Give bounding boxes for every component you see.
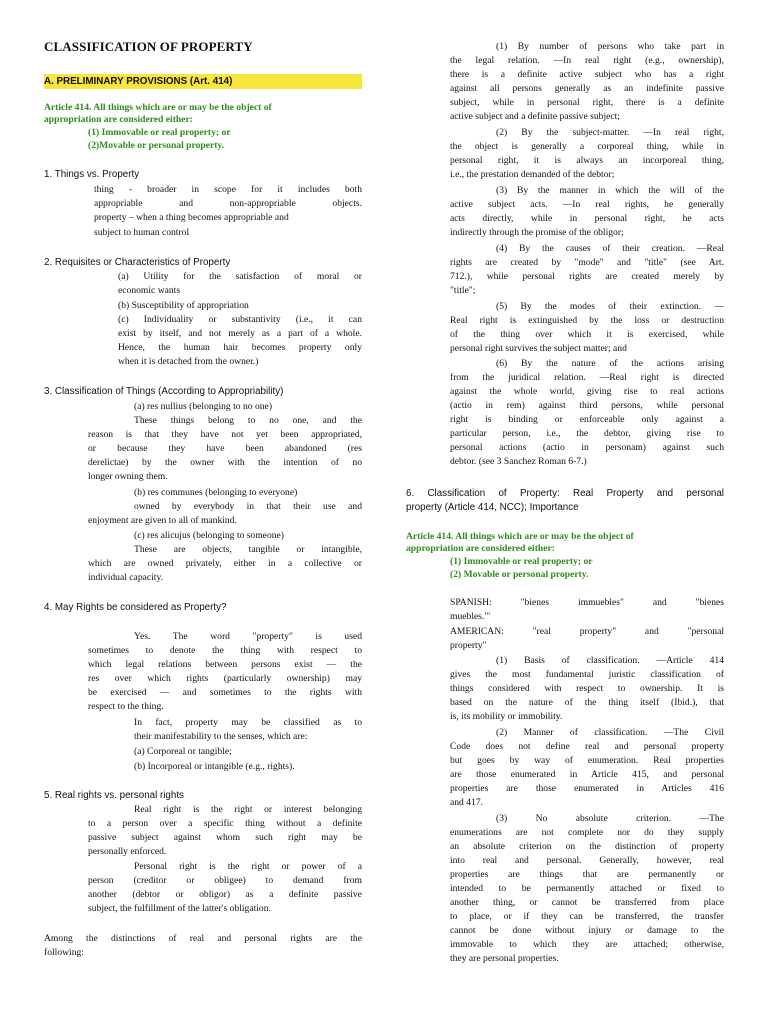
left-text-line: Yes. The word "property" is used (134, 631, 362, 642)
right-text-line: immovable to which they are attached; otherwise, (450, 939, 724, 950)
right-text-line: (1) By number of persons who take part in (496, 41, 724, 52)
right-text-line: Article 414. All things which are or may be the object of (406, 531, 634, 542)
right-text-line: acts directly, while in personal right, he acts (450, 213, 724, 224)
right-text-line: SPANISH: "bienes immuebles" and "bienes (450, 597, 724, 608)
right-text-line: (4) By the causes of their creation. —Real (496, 243, 724, 254)
right-text-line: things considered with respect to ownership. It is (450, 683, 724, 694)
left-text-line: Personal right is the right or power of a (134, 861, 362, 872)
left-text-line: 1. Things vs. Property (44, 169, 140, 180)
right-text-line: muebles."' (450, 611, 491, 622)
left-text-line: another (debtor or obligor) as a definite passive (88, 889, 362, 900)
left-text-line: (a) Corporeal or tangible; (134, 746, 232, 757)
right-text-line: subject, while in personal right, there is a definite (450, 97, 724, 108)
right-text-line: based on the nature of the thing itself (Ibid.), that (450, 697, 724, 708)
left-text-line: (2)Movable or personal property. (88, 140, 225, 151)
right-text-line: (actio in rem) against third persons, while personal (450, 400, 724, 411)
left-text-line: These things belong to no one, and the (134, 415, 362, 426)
right-text-line: i.e., the prestation demanded of the debtor; (450, 169, 615, 180)
left-text-line: enjoyment are given to all of mankind. (88, 515, 237, 526)
left-text-line: longer owning them. (88, 471, 168, 482)
right-text-line: but goes by way of enumeration. Real properties (450, 755, 724, 766)
right-text-line: against all persons generally as an indefinite passive (450, 83, 724, 94)
left-text-line: 5. Real rights vs. personal rights (44, 790, 184, 801)
right-text-line: properties are those enumerated in Articles 416 (450, 783, 724, 794)
left-text-line: 2. Requisites or Characteristics of Property (44, 257, 231, 268)
left-text-line: In fact, property may be classified as to (134, 717, 362, 728)
left-text-line: These are objects, tangible or intangible, (134, 544, 362, 555)
right-text-line: (6) By the nature of the actions arising (496, 358, 724, 369)
left-text-line: passive subject against whom such right may be (88, 832, 362, 843)
left-text-line: be exercised — and sometimes to the rights with (88, 687, 362, 698)
left-text-line: CLASSIFICATION OF PROPERTY (44, 39, 253, 54)
left-text-line: (c) Individuality or substantivity (i.e., it can (118, 314, 362, 325)
right-text-line: 712.), while personal rights are created merely by (450, 271, 724, 282)
left-text-line: their manifestability to the senses, which are: (134, 731, 308, 742)
left-text-line: thing - broader in scope for it includes both (94, 184, 362, 195)
right-text-line: right is binding or enforceable only against a (450, 414, 724, 425)
left-text-line: A. PRELIMINARY PROVISIONS (Art. 414) (44, 74, 362, 89)
right-text-line: property (Article 414, NCC); Importance (406, 502, 579, 513)
right-text-line: is, its mobility or immobility. (450, 711, 563, 722)
left-text-line: Article 414. All things which are or may be the object of (44, 102, 272, 113)
left-text-line: which legal relations between persons exist — the (88, 659, 362, 670)
left-text-line: (b) Susceptibility of appropriation (118, 300, 249, 311)
right-text-line: the legal relation. —In real right (e.g., ownership), (450, 55, 724, 66)
left-text-line: when it is detached from the owner.) (118, 356, 259, 367)
right-text-line: (2) By the subject-matter. —In real right, (496, 127, 724, 138)
right-text-line: appropriation are considered either: (406, 543, 555, 554)
right-text-line: indirectly through the promise of the obligor; (450, 227, 624, 238)
right-text-line: gives the most fundamental juristic classification of (450, 669, 724, 680)
right-text-line: active subject acts. —In real rights, he generally (450, 199, 724, 210)
right-text-line: of the thing over which it is exercised, while (450, 329, 724, 340)
left-text-line: Real right is the right or interest belonging (134, 804, 362, 815)
right-text-line: there is a definite active subject who has a right (450, 69, 724, 80)
left-text-line: (c) res alicujus (belonging to someone) (134, 530, 284, 541)
left-text-line: (b) Incorporeal or intangible (e.g., rights). (134, 761, 295, 772)
left-text-line: (a) Utility for the satisfaction of moral or (118, 271, 362, 282)
right-text-line: (5) By the modes of their extinction. — (496, 301, 724, 312)
right-text-line: personal right, it is always an incorporeal thing, (450, 155, 724, 166)
left-text-line: res over which rights (particularly ownership) may (88, 673, 362, 684)
right-text-line: property" (450, 640, 487, 651)
right-text-line: enumerations are not complete nor do they supply (450, 827, 724, 838)
right-text-line: an absolute criterion on the distinction of property (450, 841, 724, 852)
left-text-line: derelictae) by the owner with the intention of no (88, 457, 362, 468)
left-text-line: respect to the thing. (88, 701, 164, 712)
right-text-line: Code does not define real and personal property (450, 741, 724, 752)
right-text-line: (2) Movable or personal property. (450, 569, 589, 580)
left-text-line: economic wants (118, 285, 181, 296)
right-text-line: active subject and a definite passive subject; (450, 111, 620, 122)
left-text-line: Among the distinctions of real and personal rights are the (44, 933, 362, 944)
right-text-line: (1) Basis of classification. —Article 414 (496, 655, 724, 666)
left-text-line: sometimes to denote the thing with respect to (88, 645, 362, 656)
left-text-line: 4. May Rights be considered as Property? (44, 602, 227, 613)
right-text-line: particular person, i.e., the debtor, giving rise to (450, 428, 724, 439)
left-text-line: or because they have been abandoned (res (88, 443, 362, 454)
right-text-line: they are personal properties. (450, 953, 559, 964)
left-text-line: exist by itself, and not merely as a part of a whole. (118, 328, 362, 339)
left-text-line: appropriable and non-appropriable objects. (94, 198, 362, 209)
right-text-line: the object is generally a corporeal thing, while in (450, 141, 724, 152)
right-text-line: rights are created by "mode" and "title" (see Art. (450, 257, 724, 268)
left-text-line: appropriation are considered either: (44, 114, 193, 125)
right-text-line: against the whole world, giving rise to real actions (450, 386, 724, 397)
right-text-line: debtor. (see 3 Sanchez Roman 6-7.) (450, 456, 587, 467)
left-text-line: individual capacity. (88, 572, 164, 583)
left-text-line: (1) Immovable or real property; or (88, 127, 231, 138)
left-text-line: to a person over a specific thing without a definite (88, 818, 362, 829)
right-text-line: are those enumerated in Article 415, and personal (450, 769, 724, 780)
left-text-line: (b) res communes (belonging to everyone) (134, 487, 298, 498)
right-text-line: (3) No absolute criterion. —The (496, 813, 724, 824)
left-text-line: owned by everybody in that their use and (134, 501, 362, 512)
right-text-line: from the juridical relation. —Real right is directed (450, 372, 724, 383)
right-text-line: into real and personal. Generally, however, real (450, 855, 724, 866)
right-text-line: intended to be permanently attached or fixed to (450, 883, 724, 894)
right-text-line: another thing, or cannot be transferred from place (450, 897, 724, 908)
right-text-line: properties are things that are permanently or (450, 869, 724, 880)
right-text-line: 6. Classification of Property: Real Property and personal (406, 488, 724, 499)
right-text-line: personal right survives the subject matter; and (450, 343, 627, 354)
right-text-line: "title"; (450, 285, 476, 296)
right-text-line: (1) Immovable or real property; or (450, 556, 593, 567)
left-text-line: Hence, the human hair becomes property only (118, 342, 362, 353)
left-text-line: reason is that they have not yet been appropriated, (88, 429, 362, 440)
left-text-line: following: (44, 947, 84, 958)
left-text-line: (a) res nullius (belonging to no one) (134, 401, 273, 412)
left-text-line: 3. Classification of Things (According to Appropriability) (44, 386, 284, 397)
right-text-line: to place, or if they can be transferred, the transfer (450, 911, 724, 922)
right-text-line: and 417. (450, 797, 484, 808)
left-text-line: subject to human control (94, 227, 190, 238)
left-text-line: property – when a thing becomes appropriable and (94, 212, 289, 223)
right-text-line: cannot be done without injury or damage to the (450, 925, 724, 936)
left-text-line: which are owned privately, either in a collective or (88, 558, 362, 569)
left-text-line: subject, the fulfillment of the latter's obligation. (88, 903, 271, 914)
left-text-line: person (creditor or obligee) to demand from (88, 875, 362, 886)
right-text-line: AMERICAN: "real property" and "personal (450, 626, 724, 637)
right-text-line: personal actions (actio in personam) against such (450, 442, 724, 453)
right-text-line: Real right is extinguished by the loss or destruction (450, 315, 724, 326)
right-text-line: (2) Manner of classification. —The Civil (496, 727, 724, 738)
left-text-line: personally enforced. (88, 846, 167, 857)
right-text-line: (3) By the manner in which the will of the (496, 185, 724, 196)
